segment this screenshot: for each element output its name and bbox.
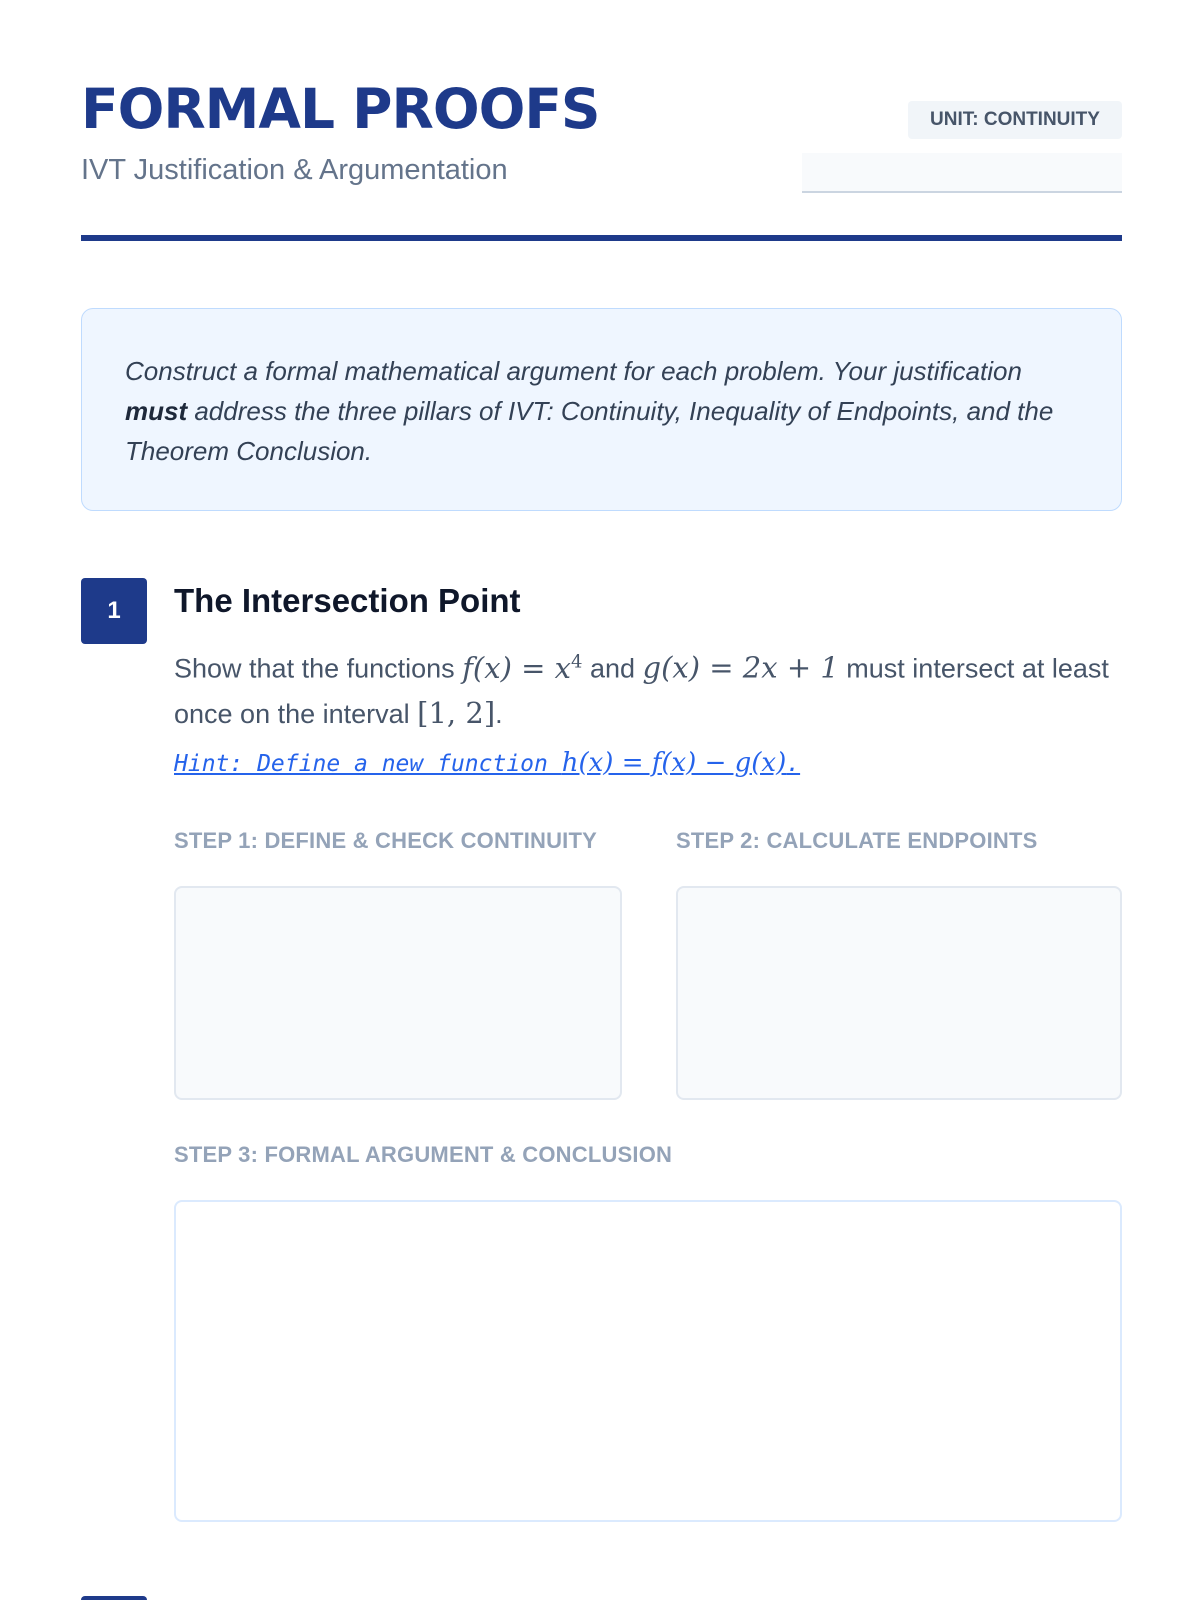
math-interval: [1, 2] [417, 695, 496, 730]
unit-badge: UNIT: CONTINUITY [908, 101, 1122, 139]
step2-answer-box[interactable] [676, 886, 1122, 1100]
page-header [81, 77, 1122, 240]
hint-math: h(x) = f(x) − g(x) [561, 748, 787, 778]
instructions-lead: Construct a formal mathematical argument for each problem. Your justification [125, 356, 1022, 386]
problem-text-part: must intersect at least once on the interval [174, 653, 1109, 729]
next-problem-badge [81, 1596, 147, 1600]
instructions-rest: address the three pillars of IVT: Continuity, Inequality of Endpoints, and the Theorem Conclusion. [125, 396, 1054, 466]
problem-text-part: Show that the functions [174, 653, 463, 684]
instructions-panel [81, 308, 1122, 511]
math-g-expression [643, 651, 839, 685]
page-title: FORMAL PROOFS [81, 77, 600, 141]
problem-text-part: and [582, 653, 643, 684]
header-divider [81, 235, 1122, 241]
math-f-exponent: 4 [571, 651, 583, 672]
step3-answer-box[interactable] [174, 1200, 1122, 1522]
step1-answer-box[interactable] [174, 886, 622, 1100]
hint-end: . [786, 751, 801, 777]
problem-number-badge: 1 [81, 578, 147, 644]
hint-link[interactable] [174, 748, 800, 778]
step1-label: STEP 1: DEFINE & CHECK CONTINUITY [174, 828, 598, 853]
hint-text: Hint: Define a new function [174, 751, 562, 777]
math-g-body: g(x) = 2x + 1 [642, 650, 839, 685]
math-f-expression [462, 651, 582, 685]
instructions-emphasis: must [125, 396, 188, 426]
math-f-base: f(x) = x [462, 650, 571, 685]
problem-title: The Intersection Point [174, 582, 521, 619]
page-subtitle: IVT Justification & Argumentation [81, 154, 508, 186]
step2-label: STEP 2: CALCULATE ENDPOINTS [676, 828, 1038, 853]
step3-label: STEP 3: FORMAL ARGUMENT & CONCLUSION [174, 1142, 673, 1167]
problem-text-part: . [495, 698, 503, 729]
problem-statement [174, 640, 1122, 736]
name-field[interactable] [802, 153, 1122, 193]
